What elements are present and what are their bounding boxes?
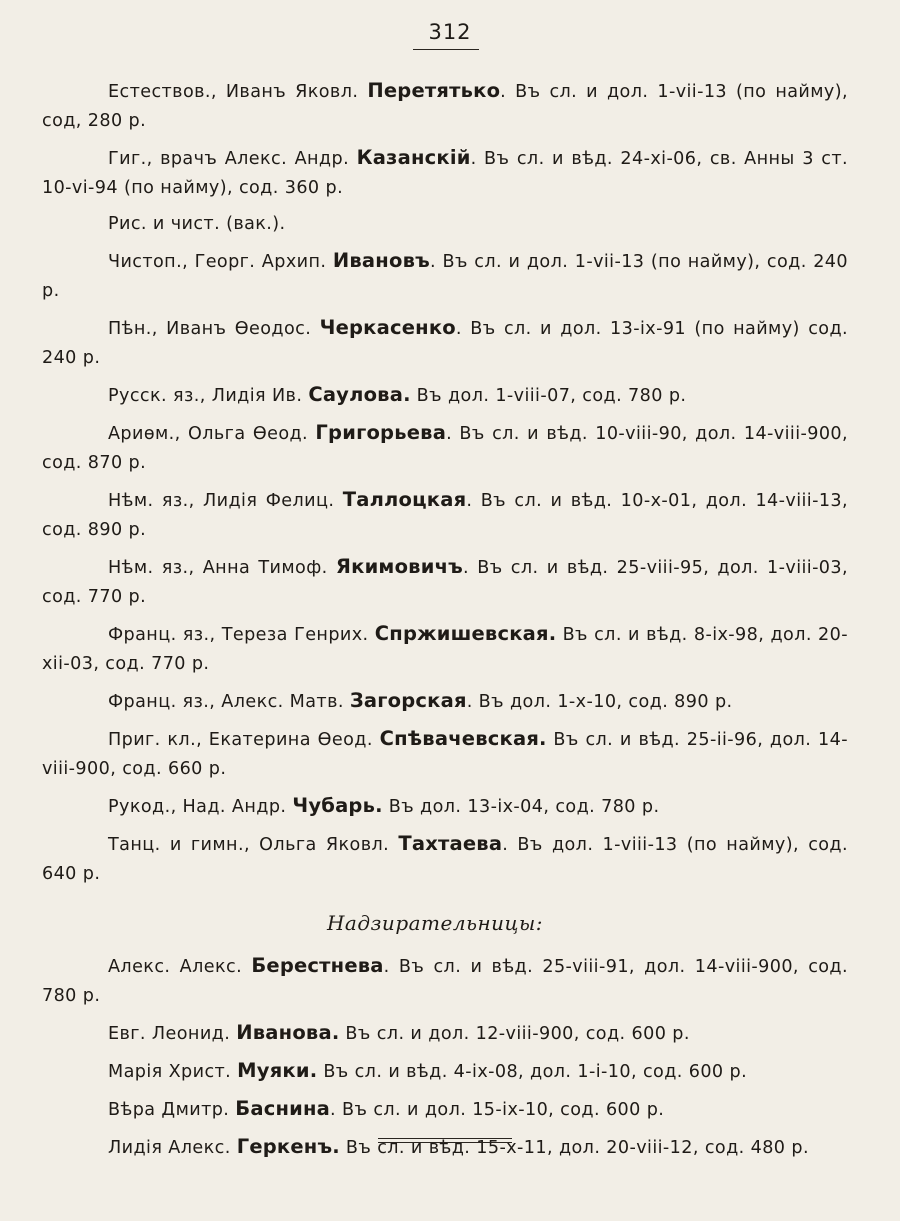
staff-entry bbox=[42, 76, 848, 136]
entry-position: Русск. яз., Лидія Ив. bbox=[108, 386, 303, 406]
entry-position: Чистоп., Георг. Архип. bbox=[108, 252, 327, 272]
entry-position: Рукод., Над. Андр. bbox=[108, 797, 287, 817]
entry-surname: Спржишевская. bbox=[374, 622, 557, 645]
entry-surname: Иванова. bbox=[236, 1021, 340, 1044]
entry-position: Гиг., врачъ Алекс. Андр. bbox=[108, 149, 350, 169]
entry-surname: Спѣвачевская. bbox=[379, 727, 547, 750]
staff-entry bbox=[42, 829, 848, 889]
entry-surname: Саулова. bbox=[308, 383, 411, 406]
entry-surname: Перетятько bbox=[367, 79, 501, 102]
entry-details: Въ сл. и дол. 12-viii-900, сод. 600 р. bbox=[339, 1024, 690, 1044]
staff-entry bbox=[42, 1056, 848, 1087]
page-number: 312 bbox=[428, 20, 472, 44]
entry-surname: Баснина bbox=[235, 1097, 331, 1120]
entry-details: . Въ сл. и вѣд. 10-viii-90, дол. 14-viii-900, сод. 870 р. bbox=[42, 424, 849, 473]
staff-entry bbox=[42, 686, 848, 717]
entry-details: . Въ сл. и вѣд. 24-xi-06, св. Анны 3 ст. 10-vi-94 (по найму), сод. 360 р. bbox=[42, 149, 848, 198]
entry-details: . Въ дол. 1-x-10, сод. 890 р. bbox=[466, 692, 733, 712]
staff-entry bbox=[42, 380, 848, 411]
entry-details: Въ сл. и вѣд. 15-x-11, дол. 20-viii-12, сод. 480 р. bbox=[339, 1138, 809, 1158]
staff-entry bbox=[42, 1094, 848, 1125]
entry-position: Алекс. Алекс. bbox=[108, 957, 243, 977]
entry-position: Естествов., Иванъ Яковл. bbox=[108, 82, 359, 102]
entry-position: Евг. Леонид. bbox=[108, 1024, 231, 1044]
end-rule-line bbox=[378, 1138, 512, 1139]
entry-surname: Берестнева bbox=[251, 954, 384, 977]
entry-details: Въ сл. и вѣд. 25-ii-96, дол. 14-viii-900, сод. 660 р. bbox=[42, 730, 848, 779]
entry-details: . Въ сл. и дол. 1-vii-13 (по найму), сод. 240 р. bbox=[42, 252, 848, 301]
entry-details: . Въ дол. 1-viii-13 (по найму), сод. 640 р. bbox=[42, 835, 848, 884]
staff-entry bbox=[42, 246, 848, 306]
staff-entry bbox=[42, 951, 848, 1011]
staff-entry bbox=[42, 418, 848, 478]
entry-surname: Якимовичъ bbox=[335, 555, 464, 578]
staff-entry bbox=[42, 1132, 848, 1163]
entry-position: Ариѳм., Ольга Ѳеод. bbox=[108, 424, 309, 444]
staff-entry bbox=[42, 791, 848, 822]
entry-surname: Загорская bbox=[349, 689, 467, 712]
entry-details: Въ дол. 1-viii-07, сод. 780 р. bbox=[410, 386, 687, 406]
end-rule-line bbox=[378, 1142, 512, 1143]
staff-list bbox=[42, 76, 848, 889]
entry-position: Танц. и гимн., Ольга Яковл. bbox=[108, 835, 390, 855]
entry-surname: Казанскій bbox=[356, 146, 471, 169]
staff-entry bbox=[42, 313, 848, 373]
entry-position: Марія Христ. bbox=[108, 1062, 232, 1082]
entry-surname: Черкасенко bbox=[319, 316, 456, 339]
entry-details: . Въ сл. и вѣд. 25-viii-95, дол. 1-viii-03, сод. 770 р. bbox=[42, 558, 848, 607]
staff-entry bbox=[42, 143, 848, 203]
entry-surname: Григорьева bbox=[315, 421, 447, 444]
entry-details: . Въ сл. и дол. 1-vii-13 (по найму), сод, 280 р. bbox=[42, 82, 849, 131]
section-heading: Надзирательницы: bbox=[326, 911, 544, 935]
staff-entry bbox=[42, 552, 848, 612]
entry-position: Лидія Алекс. bbox=[108, 1138, 231, 1158]
entries-column bbox=[42, 76, 848, 1170]
staff-entry bbox=[42, 724, 848, 784]
entry-details: Въ дол. 13-ix-04, сод. 780 р. bbox=[382, 797, 660, 817]
entry-position: Вѣра Дмитр. bbox=[108, 1100, 230, 1120]
entry-details: . Въ сл. и вѣд. 25-viii-91, дол. 14-viii-900, сод. 780 р. bbox=[42, 957, 848, 1006]
staff-entry bbox=[42, 485, 848, 545]
entry-surname: Тахтаева bbox=[398, 832, 503, 855]
staff-entry bbox=[42, 210, 848, 239]
entry-surname: Ивановъ bbox=[332, 249, 430, 272]
entry-surname: Муяки. bbox=[237, 1059, 318, 1082]
staff-entry bbox=[42, 1018, 848, 1049]
entry-position: Нѣм. яз., Анна Тимоф. bbox=[108, 558, 328, 578]
supervisors-list bbox=[42, 951, 848, 1163]
entry-surname: Чубарь. bbox=[292, 794, 383, 817]
entry-position: Франц. яз., Тереза Генрих. bbox=[108, 625, 369, 645]
entry-details: Въ сл. и вѣд. 4-ix-08, дол. 1-i-10, сод. 600 р. bbox=[317, 1062, 748, 1082]
entry-details: Въ сл. и вѣд. 8-ix-98, дол. 20-xii-03, сод. 770 р. bbox=[42, 625, 848, 674]
entry-position: Франц. яз., Алекс. Матв. bbox=[108, 692, 344, 712]
entry-position: Нѣм. яз., Лидія Фелиц. bbox=[108, 491, 335, 511]
end-double-rule bbox=[378, 1138, 512, 1146]
staff-entry bbox=[42, 619, 848, 679]
entry-surname: Геркенъ. bbox=[236, 1135, 340, 1158]
entry-details: . Въ сл. и вѣд. 10-x-01, дол. 14-viii-13, сод. 890 р. bbox=[42, 491, 848, 540]
entry-position: Пѣн., Иванъ Ѳеодос. bbox=[108, 319, 312, 339]
page-number-underline bbox=[413, 49, 479, 50]
entry-details: . Въ сл. и дол. 13-ix-91 (по найму) сод. 240 р. bbox=[42, 319, 848, 368]
entry-position: Приг. кл., Екатерина Ѳеод. bbox=[108, 730, 373, 750]
entry-surname: Таллоцкая bbox=[342, 488, 467, 511]
entry-details: . Въ сл. и дол. 15-ix-10, сод. 600 р. bbox=[330, 1100, 665, 1120]
entry-position: Рис. и чист. (вак.). bbox=[108, 214, 286, 234]
